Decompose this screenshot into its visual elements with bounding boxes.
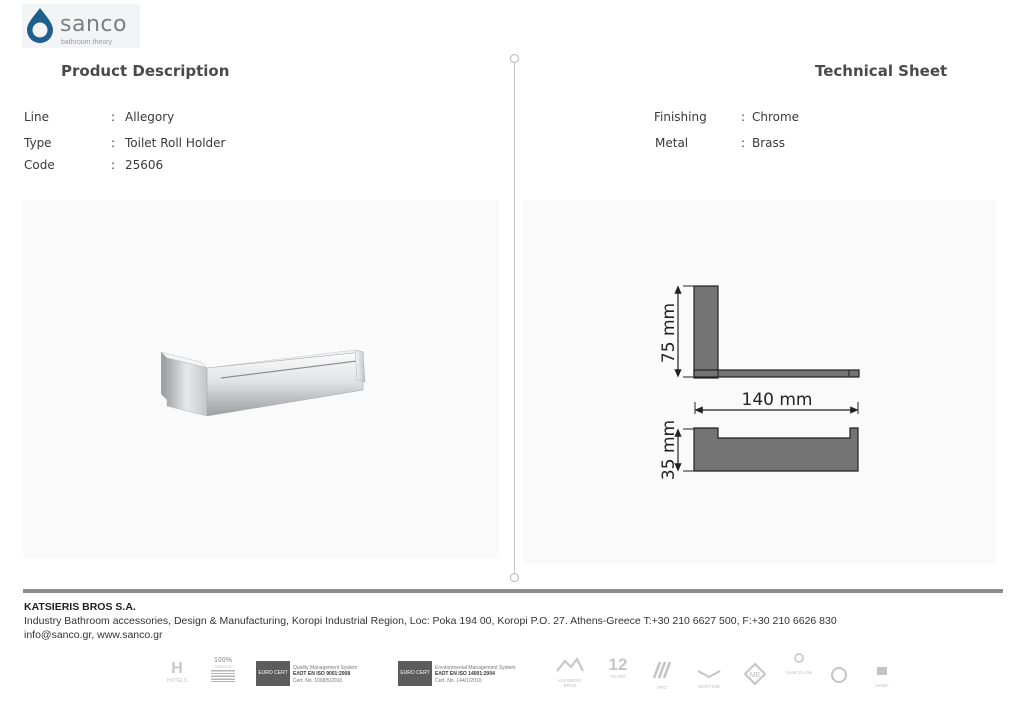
- spec-separator: :: [111, 158, 116, 172]
- wave-icon: [696, 667, 722, 679]
- spec-value-line: Allegory: [125, 110, 175, 124]
- brand-name: sanco: [60, 12, 127, 37]
- diamond-icon: [743, 662, 767, 686]
- spec-label-finishing: Finishing: [654, 110, 707, 124]
- product-description-heading: Product Description: [61, 62, 230, 80]
- side-view: [659, 286, 859, 378]
- spec-label-metal: Metal: [655, 136, 689, 150]
- sun-icon: [791, 651, 807, 665]
- footer-rule: [23, 589, 1003, 593]
- column-divider: [514, 60, 515, 576]
- eurocert-logo: EURO CERT: [256, 661, 290, 686]
- technical-drawing: [523, 200, 996, 564]
- spec-label-code: Code: [24, 158, 55, 172]
- footer-address: Industry Bathroom accessories, Design & Manufacturing, Koropi Industrial Region, Loc: Poka 194 00, Koropi P.O. 27. Athens-Greece T:+30 210 6627 500, F:+30 210 6626 830: [24, 615, 837, 627]
- greek-flag-icon: [211, 670, 235, 682]
- pro-label: PRO: [657, 685, 667, 690]
- spec-separator: :: [111, 136, 116, 150]
- divider-top-dot: [510, 54, 519, 63]
- ems-title: Environmental Management System: [435, 665, 516, 671]
- sanco-lab-badge: [784, 651, 814, 689]
- qms-title: Quality Management System: [293, 665, 358, 671]
- technical-sheet-heading: Technical Sheet: [815, 62, 948, 80]
- brand-logo: [22, 4, 140, 48]
- sanco-lab-label: SANCO LAB: [786, 670, 812, 675]
- ems-iso: ΕΛΟΤ EN ISO 14001:2004: [435, 671, 495, 677]
- spec-value-code: 25606: [125, 158, 164, 172]
- footer-company: KATSIERIS BROS S.A.: [24, 601, 136, 613]
- width-dimension-label: 140 mm: [741, 390, 813, 410]
- maritime-badge: [692, 666, 726, 688]
- spec-label-line: Line: [24, 110, 50, 124]
- eco-badge: [828, 666, 850, 688]
- height-dimension-label: 75 mm: [659, 302, 679, 364]
- top-view: [659, 420, 858, 480]
- house-icon: [555, 657, 585, 673]
- product-photo: [23, 200, 499, 558]
- product-image: [23, 200, 499, 558]
- spec-value-finishing: Chrome: [752, 110, 800, 124]
- greece-label: GREECE: [214, 664, 232, 669]
- ems-cert-number: Cert. No. 144/1/2010: [435, 678, 482, 684]
- divider-bottom-dot: [510, 573, 519, 582]
- depth-dimension-label: 35 mm: [659, 419, 679, 481]
- quality-cert-badge: [256, 661, 376, 687]
- width-dimension: [695, 390, 858, 414]
- drop-icon: [24, 6, 56, 44]
- me-badge: [742, 662, 768, 688]
- katsieris-label: KATSIERIS BROS: [558, 678, 582, 688]
- qms-cert-number: Cert. No. 1068/5/2010: [293, 678, 343, 684]
- nano-icon: [874, 664, 890, 678]
- spec-separator: :: [741, 136, 746, 150]
- years-label: YEARS: [610, 674, 626, 679]
- hotels-label: HOTELS: [166, 678, 187, 684]
- years-number: 12: [608, 655, 628, 674]
- brand-tagline: bathroom theory: [61, 39, 112, 46]
- spec-value-metal: Brass: [752, 136, 786, 150]
- years-badge: [604, 656, 632, 688]
- spec-label-type: Type: [24, 136, 52, 150]
- environmental-cert-badge: [398, 661, 536, 687]
- footer-contact: info@sanco.gr, www.sanco.gr: [24, 629, 163, 641]
- qms-iso: ΕΛΟΤ EN ISO 9001:2008: [293, 671, 351, 677]
- pro-badge: [648, 660, 676, 688]
- stripes-icon: [650, 660, 674, 680]
- nano-label: NANO: [875, 683, 889, 688]
- spec-value-type: Toilet Roll Holder: [125, 136, 226, 150]
- greece-percent: 100%: [214, 657, 232, 664]
- maritime-label: MARITIME: [698, 684, 720, 689]
- hotels-badge: H HOTELS: [162, 660, 192, 688]
- me-label: ME: [749, 672, 761, 679]
- leaf-icon: [830, 666, 848, 684]
- katsieris-badge: [552, 657, 588, 689]
- greece-badge: [208, 657, 238, 689]
- dimension-diagram: [523, 200, 996, 564]
- spec-separator: :: [741, 110, 746, 124]
- nano-badge: [868, 664, 896, 688]
- eurocert-logo: EURO CERT: [398, 661, 432, 686]
- spec-separator: :: [111, 110, 116, 124]
